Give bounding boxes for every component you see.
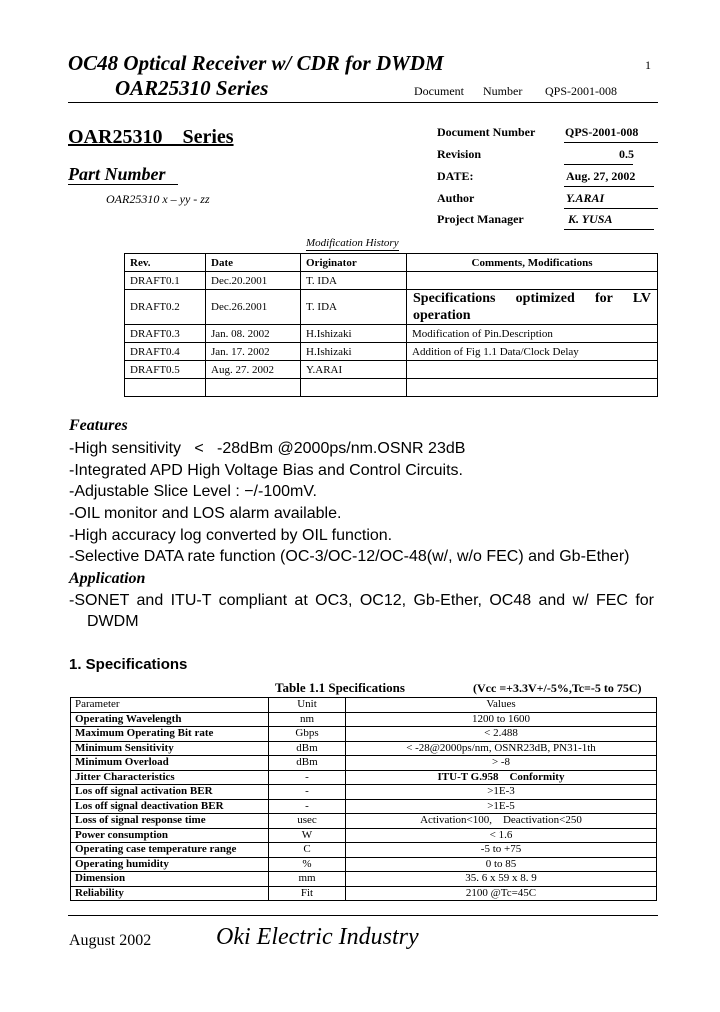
param-cell: Loss of signal response time <box>71 814 269 829</box>
table-header-row <box>125 254 658 272</box>
table-row <box>125 361 658 379</box>
header-doc-number: QPS-2001-008 <box>545 84 618 98</box>
rev-cell: DRAFT0.4 <box>125 343 206 361</box>
param-cell: Dimension <box>71 872 269 887</box>
rev-cell: DRAFT0.1 <box>125 272 206 290</box>
info-label: Project Manager <box>437 212 524 226</box>
info-date <box>437 167 658 187</box>
param-cell: Los off signal deactivation BER <box>71 799 269 814</box>
value-cell: 2100 @Tc=45C <box>346 886 657 901</box>
param-cell: Minimum Sensitivity <box>71 741 269 756</box>
column-header: Values <box>346 698 657 713</box>
table-row <box>125 325 658 343</box>
info-label: Revision <box>437 147 482 161</box>
param-cell: Jitter Characteristics <box>71 770 269 785</box>
date-cell: Dec.20.2001 <box>206 272 301 290</box>
info-label: DATE: <box>437 169 474 183</box>
param-cell: Power consumption <box>71 828 269 843</box>
rev-cell: DRAFT0.5 <box>125 361 206 379</box>
value-cell: > -8 <box>346 756 657 771</box>
param-cell: Operating Wavelength <box>71 712 269 727</box>
feature-item: -Integrated APD High Voltage Bias and Control Circuits. <box>69 462 463 479</box>
value-cell: < 2.488 <box>346 727 657 742</box>
info-label: Author <box>437 191 475 205</box>
value-cell: 0 to 85 <box>346 857 657 872</box>
value-cell: >1E-3 <box>346 785 657 800</box>
value-cell: -5 to +75 <box>346 843 657 858</box>
info-value: Y.ARAI <box>566 191 605 205</box>
param-cell: Operating humidity <box>71 857 269 872</box>
column-header: Rev. <box>125 254 206 272</box>
table-row <box>71 828 657 843</box>
param-cell: Reliability <box>71 886 269 901</box>
feature-item: -Adjustable Slice Level : −/-100mV. <box>69 483 317 500</box>
originator-cell <box>301 379 407 397</box>
info-value: K. YUSA <box>568 212 613 226</box>
unit-cell: mm <box>269 872 346 887</box>
header-number-label: Number <box>483 84 523 98</box>
column-header: Date <box>206 254 301 272</box>
value-cell: 1200 to 1600 <box>346 712 657 727</box>
document-title: OC48 Optical Receiver w/ CDR for DWDM <box>68 51 444 75</box>
table-row <box>125 379 658 397</box>
application-line: DWDM <box>87 613 139 630</box>
originator-cell: T. IDA <box>301 272 407 290</box>
page-number: 1 <box>645 58 651 72</box>
modification-history-table <box>124 253 658 397</box>
date-cell: Dec.26.2001 <box>206 290 301 325</box>
value-cell: < 1.6 <box>346 828 657 843</box>
series-title: OAR25310 Series <box>115 76 269 100</box>
param-cell: Operating case temperature range <box>71 843 269 858</box>
table-header-row <box>71 698 657 713</box>
table-row <box>71 843 657 858</box>
column-header: Parameter <box>71 698 269 713</box>
unit-cell: - <box>269 799 346 814</box>
value-cell: 35. 6 x 59 x 8. 9 <box>346 872 657 887</box>
series-heading: OAR25310 Series <box>68 126 234 148</box>
originator-cell: H.Ishizaki <box>301 325 407 343</box>
table-row <box>71 727 657 742</box>
value-cell: Activation<100, Deactivation<250 <box>346 814 657 829</box>
footer-company: Oki Electric Industry <box>216 924 419 950</box>
comment-cell <box>407 379 658 397</box>
specifications-section-title: 1. Specifications <box>69 656 188 673</box>
info-label: Document Number <box>437 125 536 139</box>
feature-item: -High accuracy log converted by OIL function. <box>69 527 393 544</box>
unit-cell: dBm <box>269 756 346 771</box>
comment-cell: Addition of Fig 1.1 Data/Clock Delay <box>407 343 658 361</box>
table-row <box>71 857 657 872</box>
feature-item: -Selective DATA rate function (OC-3/OC-12/OC-48(w/, w/o FEC) and Gb-Ether) <box>69 548 630 565</box>
rev-cell <box>125 379 206 397</box>
originator-cell: H.Ishizaki <box>301 343 407 361</box>
info-revision <box>437 145 658 165</box>
application-line: -SONET and ITU-T compliant at OC3, OC12, Gb-Ether, OC48 and w/ FEC for <box>69 592 654 609</box>
header-rule <box>68 102 658 103</box>
info-project-manager <box>437 210 658 230</box>
info-value: 0.5 <box>619 147 634 161</box>
date-cell: Jan. 08. 2002 <box>206 325 301 343</box>
spec-conditions: (Vcc =+3.3V+/-5%,Tc=-5 to 75C) <box>473 681 642 695</box>
comment-cell <box>407 272 658 290</box>
info-value: Aug. 27, 2002 <box>566 169 636 183</box>
unit-cell: usec <box>269 814 346 829</box>
feature-item: -OIL monitor and LOS alarm available. <box>69 505 342 522</box>
table-row <box>71 872 657 887</box>
part-number-value: OAR25310 x – yy - zz <box>106 192 210 206</box>
unit-cell: nm <box>269 712 346 727</box>
unit-cell: dBm <box>269 741 346 756</box>
application-heading: Application <box>69 570 146 587</box>
feature-item: -High sensitivity < -28dBm @2000ps/nm.OSNR 23dB <box>69 440 466 457</box>
column-header: Comments, Modifications <box>407 254 658 272</box>
part-number-heading: Part Number <box>68 164 178 185</box>
param-cell: Los off signal activation BER <box>71 785 269 800</box>
features-heading: Features <box>69 417 128 434</box>
table-row <box>71 770 657 785</box>
unit-cell: C <box>269 843 346 858</box>
footer-date: August 2002 <box>69 932 152 949</box>
unit-cell: Fit <box>269 886 346 901</box>
table-row <box>71 712 657 727</box>
date-cell: Aug. 27. 2002 <box>206 361 301 379</box>
table-row <box>71 799 657 814</box>
rev-cell: DRAFT0.2 <box>125 290 206 325</box>
unit-cell: W <box>269 828 346 843</box>
spec-table-title: Table 1.1 Specifications <box>275 680 405 695</box>
originator-cell: Y.ARAI <box>301 361 407 379</box>
footer-rule <box>68 915 658 916</box>
date-cell: Jan. 17. 2002 <box>206 343 301 361</box>
comment-cell <box>407 361 658 379</box>
specifications-table <box>70 697 657 901</box>
info-author <box>437 189 658 209</box>
param-cell: Maximum Operating Bit rate <box>71 727 269 742</box>
comment-cell: Specifications optimized for LV operation <box>407 290 658 325</box>
info-value: QPS-2001-008 <box>565 125 639 139</box>
table-row <box>71 814 657 829</box>
originator-cell: T. IDA <box>301 290 407 325</box>
value-cell: ITU-T G.958 Conformity <box>346 770 657 785</box>
table-row <box>71 886 657 901</box>
unit-cell: - <box>269 785 346 800</box>
comment-cell: Modification of Pin.Description <box>407 325 658 343</box>
value-cell: < -28@2000ps/nm, OSNR23dB, PN31-1th <box>346 741 657 756</box>
unit-cell: Gbps <box>269 727 346 742</box>
header-doc-label: Document <box>414 84 464 98</box>
table-row <box>125 290 658 325</box>
value-cell: >1E-5 <box>346 799 657 814</box>
table-row <box>71 741 657 756</box>
column-header: Unit <box>269 698 346 713</box>
table-row <box>71 785 657 800</box>
modification-history-caption: Modification History <box>306 237 399 249</box>
param-cell: Minimum Overload <box>71 756 269 771</box>
table-row <box>71 756 657 771</box>
unit-cell: - <box>269 770 346 785</box>
info-document-number <box>437 123 658 143</box>
rev-cell: DRAFT0.3 <box>125 325 206 343</box>
table-row <box>125 272 658 290</box>
column-header: Originator <box>301 254 407 272</box>
date-cell <box>206 379 301 397</box>
unit-cell: % <box>269 857 346 872</box>
table-row <box>125 343 658 361</box>
